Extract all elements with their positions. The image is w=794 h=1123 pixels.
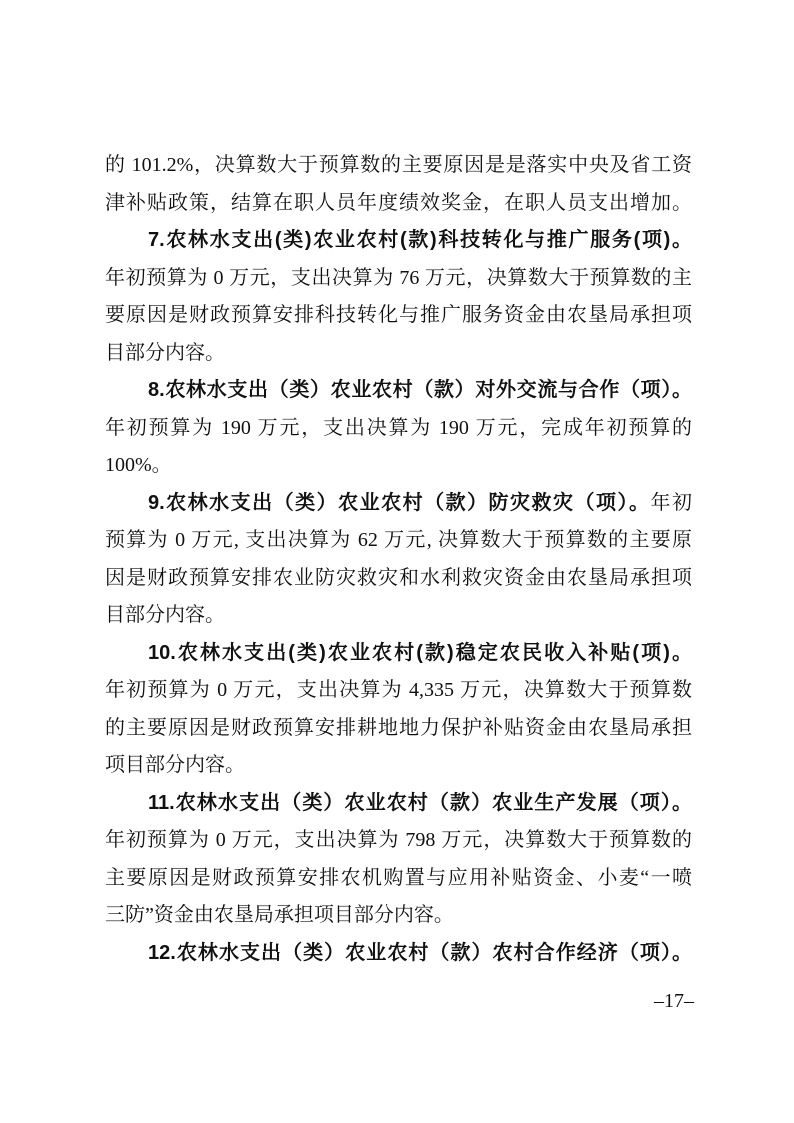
section-heading-item-12: [105, 935, 692, 973]
paragraph-text: 的主要原因是财政预算安排耕地地力保护补贴资金由农垦局承担: [105, 716, 692, 739]
paragraph-line: [105, 860, 692, 898]
document-text-block: [105, 147, 692, 972]
paragraph-line: [105, 185, 692, 223]
paragraph-line: [105, 747, 692, 785]
paragraph-line: [105, 410, 692, 448]
paragraph-text: 100%。: [105, 454, 172, 476]
section-heading-item-11: [105, 785, 692, 823]
section-heading-item-9: [105, 485, 692, 523]
paragraph-text: 年初预算为 0 万元，支出决算为 798 万元，决算数大于预算数的: [105, 829, 692, 851]
paragraph-text: 因是财政预算安排农业防灾救灾和水利救灾资金由农垦局承担项: [105, 566, 692, 589]
section-heading-text: 11.农林水支出（类）农业农村（款）农业生产发展（项）。: [148, 791, 692, 814]
section-heading-item-10: [105, 635, 692, 673]
paragraph-text: 项目部分内容。: [105, 754, 245, 776]
paragraph-line: [105, 672, 692, 710]
paragraph-line: [105, 297, 692, 335]
paragraph-line: [105, 560, 692, 598]
paragraph-text: 年初预算为 190 万元，支出决算为 190 万元，完成年初预算的: [105, 416, 692, 439]
paragraph-line: [105, 335, 692, 373]
paragraph-text: 年初预算为 0 万元，支出决算为 76 万元，决算数大于预算数的主: [105, 266, 692, 289]
paragraph-line: [105, 260, 692, 298]
paragraph-line: [105, 447, 692, 485]
paragraph-line: [105, 597, 692, 635]
paragraph-line: [105, 822, 692, 860]
page-number: –17–: [654, 990, 694, 1012]
paragraph-line: [105, 710, 692, 748]
paragraph-text: 年初: [650, 491, 692, 514]
paragraph-line: [105, 897, 692, 935]
paragraph-line: [105, 522, 692, 560]
section-heading-item-7: [105, 222, 692, 260]
section-heading-text: 10.农林水支出(类)农业农村(款)稳定农民收入补贴(项)。: [148, 641, 692, 664]
paragraph-line: [105, 147, 692, 185]
paragraph-text: 年初预算为 0 万元，支出决算为 4,335 万元，决算数大于预算数: [105, 679, 692, 701]
paragraph-text: 目部分内容。: [105, 604, 225, 626]
paragraph-text: 要原因是财政预算安排科技转化与推广服务资金由农垦局承担项: [105, 304, 692, 326]
section-heading-text: 12.农林水支出（类）农业农村（款）农村合作经济（项）。: [148, 941, 692, 964]
paragraph-text: 的 101.2%，决算数大于预算数的主要原因是是落实中央及省工资: [105, 154, 692, 176]
section-heading-item-8: [105, 372, 692, 410]
paragraph-text: 主要原因是财政预算安排农机购置与应用补贴资金、小麦“一喷: [105, 866, 692, 889]
paragraph-text: 目部分内容。: [105, 341, 225, 364]
paragraph-text: 三防”资金由农垦局承担项目部分内容。: [105, 904, 454, 926]
section-heading-text: 9.农林水支出（类）农业农村（款）防灾救灾（项）。: [148, 491, 651, 514]
paragraph-text: 预算为 0 万元, 支出决算为 62 万元, 决算数大于预算数的主要原: [105, 529, 692, 551]
paragraph-text: 津补贴政策，结算在职人员年度绩效奖金，在职人员支出增加。: [105, 191, 692, 214]
section-heading-text: 7.农林水支出(类)农业农村(款)科技转化与推广服务(项)。: [148, 229, 692, 251]
section-heading-text: 8.农林水支出（类）农业农村（款）对外交流与合作（项）。: [148, 379, 692, 401]
